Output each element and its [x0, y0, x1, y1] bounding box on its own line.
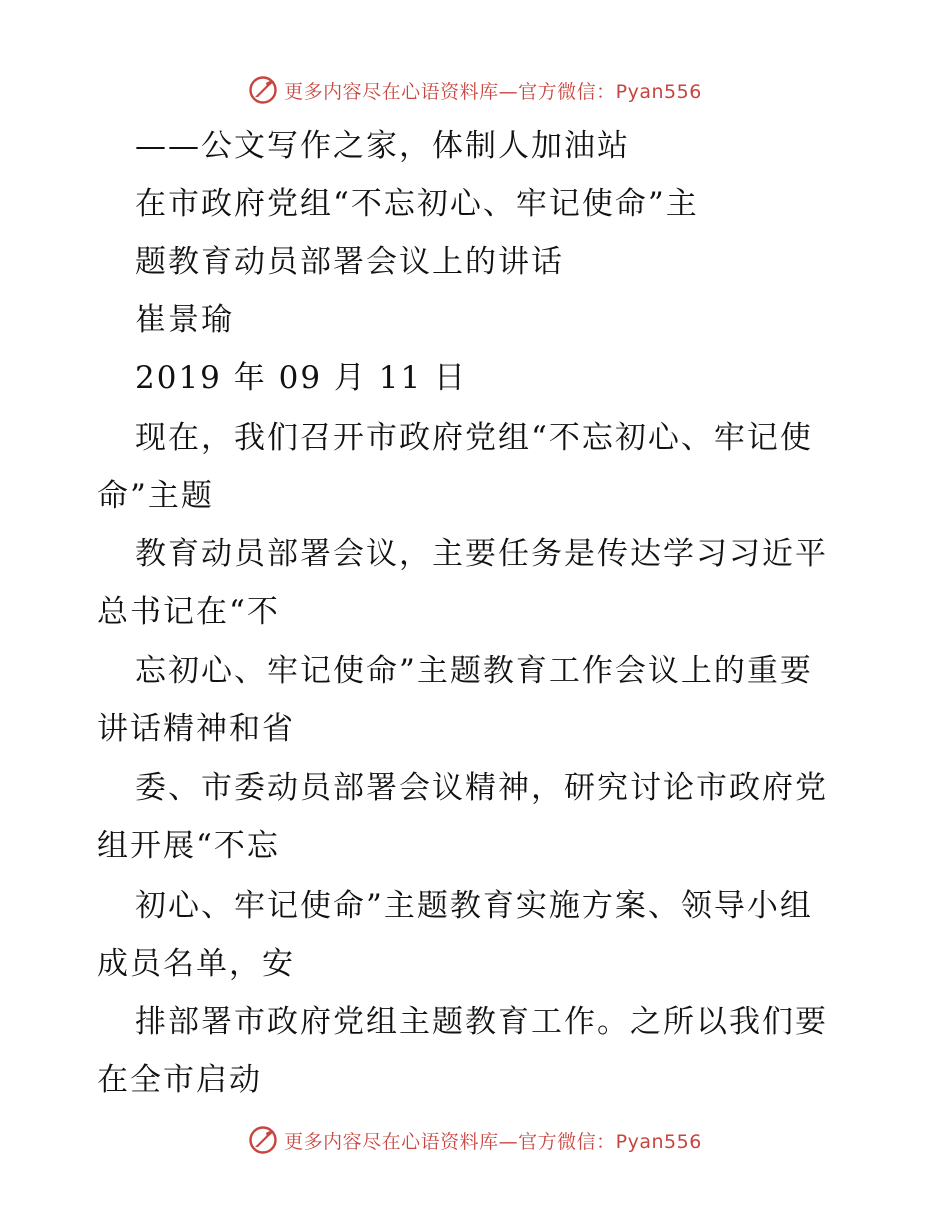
body-text-line: 现在，我们召开市政府党组“不忘初心、牢记使 [135, 420, 813, 456]
speech-date: 2019 年 09 月 11 日 [135, 360, 468, 396]
body-text-line: 初心、牢记使命”主题教育实施方案、领导小组 [135, 888, 813, 924]
footer-banner-text: 更多内容尽在心语资料库—官方微信：Pyan556 [284, 1130, 702, 1153]
body-text-line: 排部署市政府党组主题教育工作。之所以我们要 [135, 1004, 828, 1040]
body-text-line: 组开展“不忘 [97, 828, 280, 864]
quill-logo-icon [248, 1125, 278, 1155]
body-text-line: 忘初心、牢记使命”主题教育工作会议上的重要 [135, 653, 813, 689]
tagline: ——公文写作之家，体制人加油站 [135, 128, 630, 164]
footer-banner [0, 1120, 950, 1160]
speaker-name: 崔景瑜 [135, 302, 234, 338]
body-text-line: 成员名单，安 [97, 946, 295, 982]
body-text-line: 委、市委动员部署会议精神，研究讨论市政府党 [135, 770, 828, 806]
speech-title-line-2: 题教育动员部署会议上的讲话 [135, 244, 564, 280]
quill-logo-icon [248, 75, 278, 105]
body-text-line: 总书记在“不 [97, 594, 280, 630]
body-text-line: 讲话精神和省 [97, 711, 295, 747]
body-text-line: 教育动员部署会议，主要任务是传达学习习近平 [135, 536, 828, 572]
header-banner [0, 70, 950, 110]
body-text-line: 命”主题 [97, 478, 214, 514]
body-text-line: 在全市启动 [97, 1062, 262, 1098]
header-banner-text: 更多内容尽在心语资料库—官方微信：Pyan556 [284, 80, 702, 103]
speech-title-line-1: 在市政府党组“不忘初心、牢记使命”主 [135, 186, 699, 222]
